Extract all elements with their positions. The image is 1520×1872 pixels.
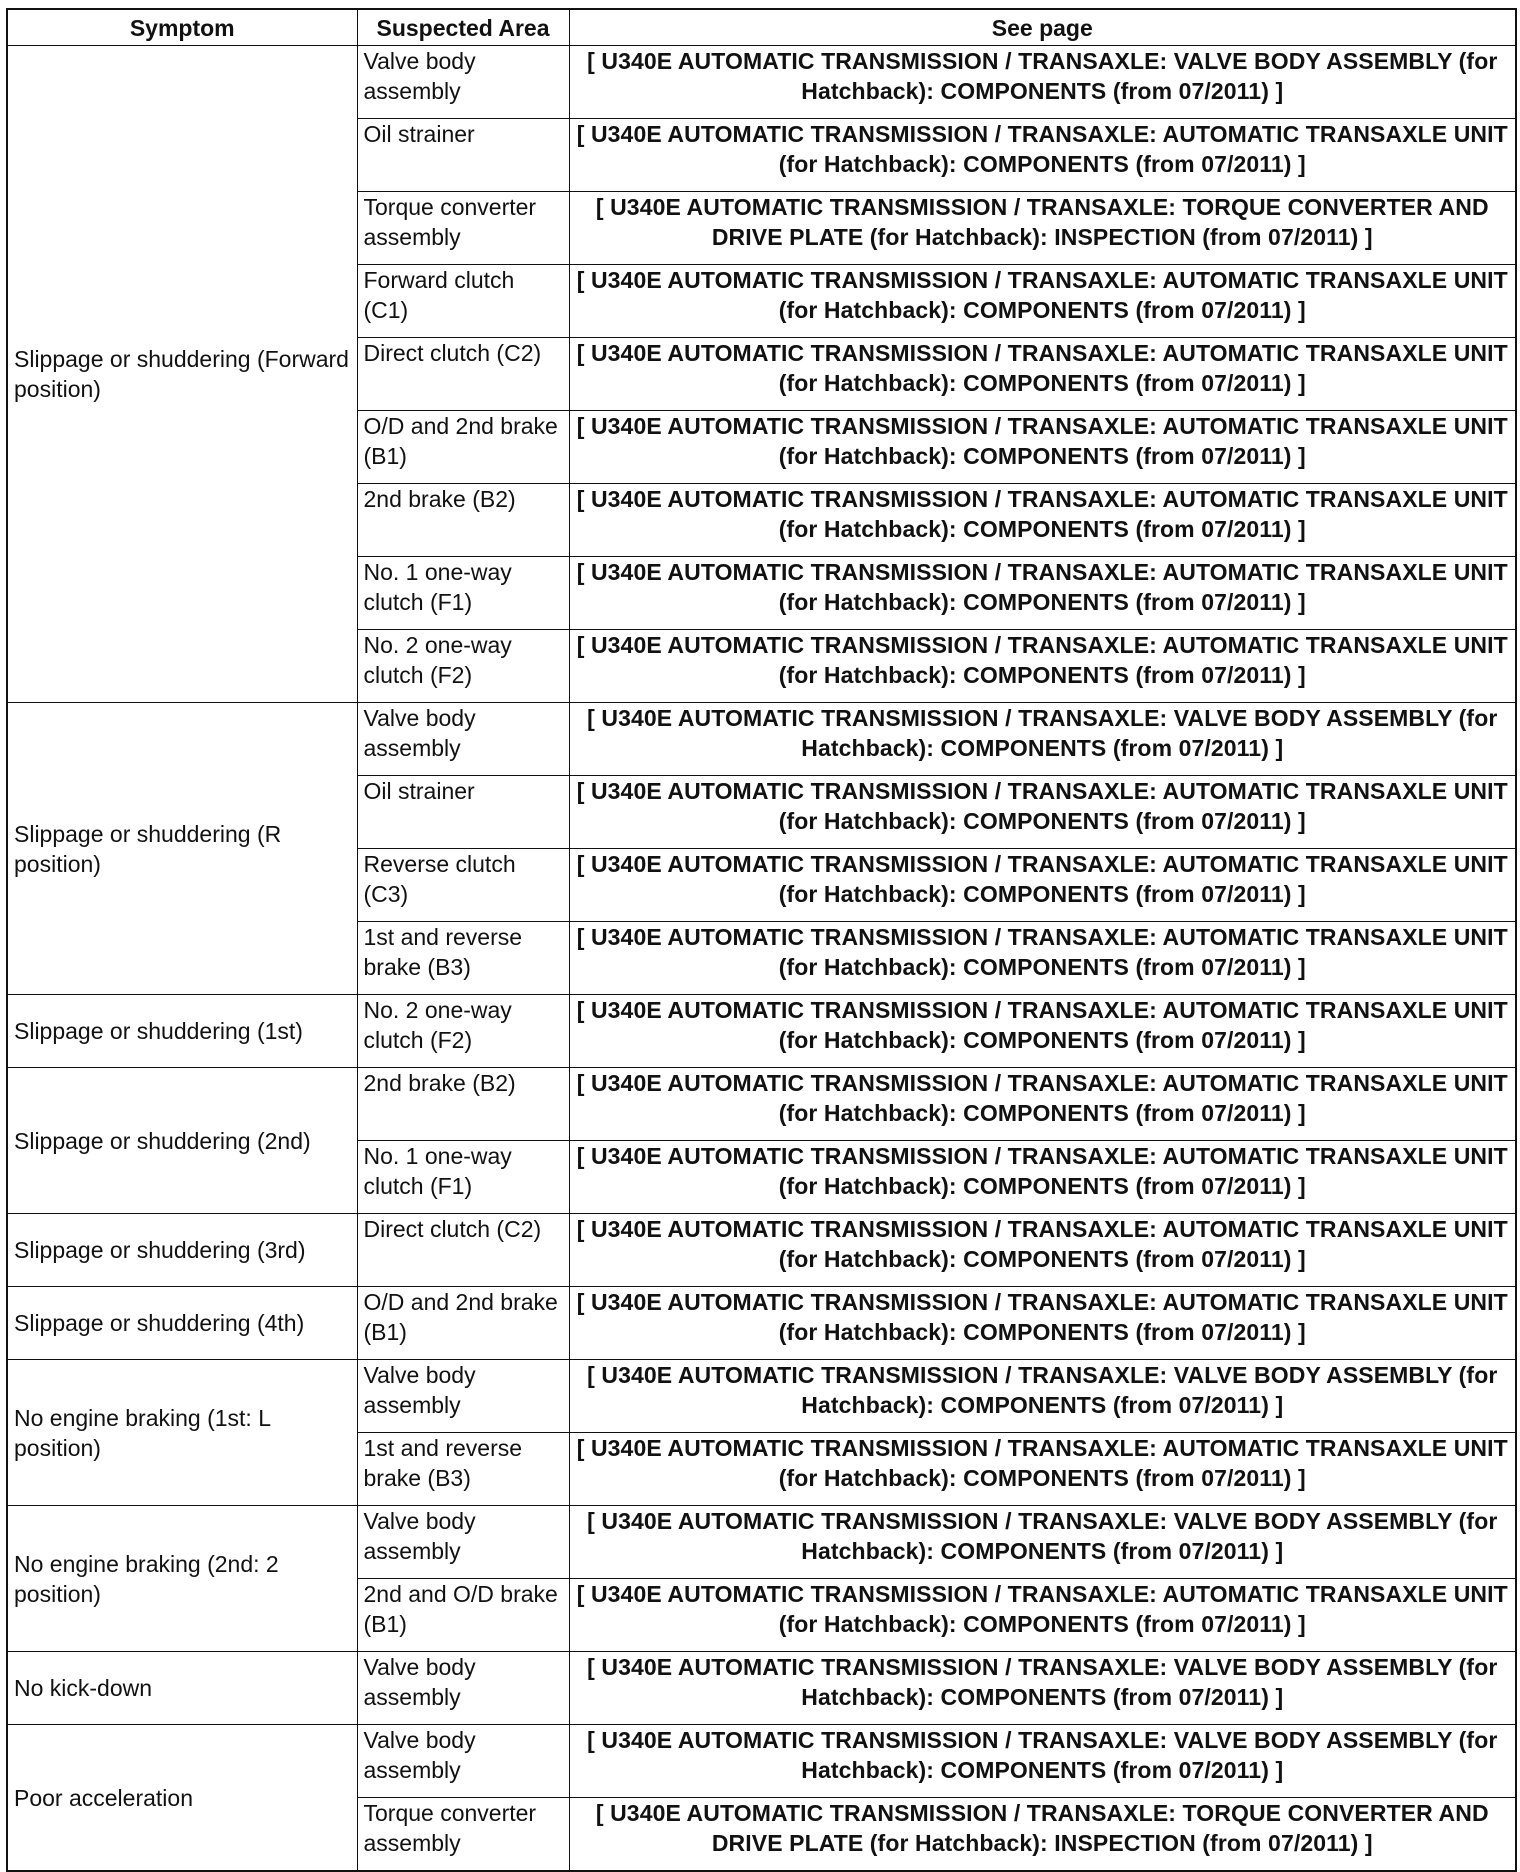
suspected-area-cell: 2nd and O/D brake (B1) — [357, 1579, 569, 1652]
see-page-link[interactable]: [ U340E AUTOMATIC TRANSMISSION / TRANSAXLE: AUTOMATIC TRANSAXLE UNIT (for Hatchback): COMPONENTS (from 07/2011) ] — [569, 557, 1516, 630]
see-page-link[interactable]: [ U340E AUTOMATIC TRANSMISSION / TRANSAXLE: AUTOMATIC TRANSAXLE UNIT (for Hatchback): COMPONENTS (from 07/2011) ] — [569, 1141, 1516, 1214]
see-page-link[interactable]: [ U340E AUTOMATIC TRANSMISSION / TRANSAXLE: AUTOMATIC TRANSAXLE UNIT (for Hatchback): COMPONENTS (from 07/2011) ] — [569, 1214, 1516, 1287]
symptom-cell: Poor acceleration — [7, 1725, 357, 1872]
suspected-area-cell: Oil strainer — [357, 119, 569, 192]
symptom-table — [6, 8, 1517, 1872]
table-row — [7, 995, 1516, 1068]
suspected-area-cell: Valve body assembly — [357, 1360, 569, 1433]
suspected-area-cell: Torque converter assembly — [357, 192, 569, 265]
see-page-link[interactable]: [ U340E AUTOMATIC TRANSMISSION / TRANSAXLE: AUTOMATIC TRANSAXLE UNIT (for Hatchback): COMPONENTS (from 07/2011) ] — [569, 1287, 1516, 1360]
suspected-area-cell: Valve body assembly — [357, 1652, 569, 1725]
table-body — [7, 46, 1516, 1872]
symptom-cell: Slippage or shuddering (R position) — [7, 703, 357, 995]
symptom-cell: No engine braking (2nd: 2 position) — [7, 1506, 357, 1652]
see-page-link[interactable]: [ U340E AUTOMATIC TRANSMISSION / TRANSAXLE: AUTOMATIC TRANSAXLE UNIT (for Hatchback): COMPONENTS (from 07/2011) ] — [569, 995, 1516, 1068]
suspected-area-cell: Oil strainer — [357, 776, 569, 849]
suspected-area-cell: Forward clutch (C1) — [357, 265, 569, 338]
see-page-link[interactable]: [ U340E AUTOMATIC TRANSMISSION / TRANSAXLE: AUTOMATIC TRANSAXLE UNIT (for Hatchback): COMPONENTS (from 07/2011) ] — [569, 776, 1516, 849]
see-page-link[interactable]: [ U340E AUTOMATIC TRANSMISSION / TRANSAXLE: AUTOMATIC TRANSAXLE UNIT (for Hatchback): COMPONENTS (from 07/2011) ] — [569, 338, 1516, 411]
document-page — [6, 8, 1515, 1872]
suspected-area-cell: 2nd brake (B2) — [357, 1068, 569, 1141]
table-row — [7, 1214, 1516, 1287]
suspected-area-cell: Direct clutch (C2) — [357, 338, 569, 411]
suspected-area-cell: 1st and reverse brake (B3) — [357, 922, 569, 995]
symptom-cell: Slippage or shuddering (Forward position) — [7, 46, 357, 703]
header-row — [7, 9, 1516, 46]
table-row — [7, 1506, 1516, 1579]
header-suspected-area: Suspected Area — [357, 9, 569, 46]
symptom-cell: Slippage or shuddering (3rd) — [7, 1214, 357, 1287]
symptom-cell: Slippage or shuddering (1st) — [7, 995, 357, 1068]
suspected-area-cell: O/D and 2nd brake (B1) — [357, 1287, 569, 1360]
table-row — [7, 46, 1516, 119]
suspected-area-cell: Valve body assembly — [357, 1725, 569, 1798]
suspected-area-cell: Valve body assembly — [357, 703, 569, 776]
see-page-link[interactable]: [ U340E AUTOMATIC TRANSMISSION / TRANSAXLE: AUTOMATIC TRANSAXLE UNIT (for Hatchback): COMPONENTS (from 07/2011) ] — [569, 849, 1516, 922]
see-page-link[interactable]: [ U340E AUTOMATIC TRANSMISSION / TRANSAXLE: VALVE BODY ASSEMBLY (for Hatchback): COMPONENTS (from 07/2011) ] — [569, 46, 1516, 119]
see-page-link[interactable]: [ U340E AUTOMATIC TRANSMISSION / TRANSAXLE: VALVE BODY ASSEMBLY (for Hatchback): COMPONENTS (from 07/2011) ] — [569, 1360, 1516, 1433]
suspected-area-cell: 2nd brake (B2) — [357, 484, 569, 557]
see-page-link[interactable]: [ U340E AUTOMATIC TRANSMISSION / TRANSAXLE: AUTOMATIC TRANSAXLE UNIT (for Hatchback): COMPONENTS (from 07/2011) ] — [569, 119, 1516, 192]
see-page-link[interactable]: [ U340E AUTOMATIC TRANSMISSION / TRANSAXLE: AUTOMATIC TRANSAXLE UNIT (for Hatchback): COMPONENTS (from 07/2011) ] — [569, 1068, 1516, 1141]
symptom-cell: No kick-down — [7, 1652, 357, 1725]
header-symptom: Symptom — [7, 9, 357, 46]
suspected-area-cell: No. 1 one-way clutch (F1) — [357, 1141, 569, 1214]
suspected-area-cell: Valve body assembly — [357, 1506, 569, 1579]
suspected-area-cell: No. 1 one-way clutch (F1) — [357, 557, 569, 630]
suspected-area-cell: Torque converter assembly — [357, 1798, 569, 1872]
suspected-area-cell: Valve body assembly — [357, 46, 569, 119]
table-row — [7, 1652, 1516, 1725]
see-page-link[interactable]: [ U340E AUTOMATIC TRANSMISSION / TRANSAXLE: AUTOMATIC TRANSAXLE UNIT (for Hatchback): COMPONENTS (from 07/2011) ] — [569, 630, 1516, 703]
table-row — [7, 703, 1516, 776]
see-page-link[interactable]: [ U340E AUTOMATIC TRANSMISSION / TRANSAXLE: VALVE BODY ASSEMBLY (for Hatchback): COMPONENTS (from 07/2011) ] — [569, 703, 1516, 776]
see-page-link[interactable]: [ U340E AUTOMATIC TRANSMISSION / TRANSAXLE: AUTOMATIC TRANSAXLE UNIT (for Hatchback): COMPONENTS (from 07/2011) ] — [569, 1579, 1516, 1652]
see-page-link[interactable]: [ U340E AUTOMATIC TRANSMISSION / TRANSAXLE: AUTOMATIC TRANSAXLE UNIT (for Hatchback): COMPONENTS (from 07/2011) ] — [569, 411, 1516, 484]
suspected-area-cell: Direct clutch (C2) — [357, 1214, 569, 1287]
see-page-link[interactable]: [ U340E AUTOMATIC TRANSMISSION / TRANSAXLE: AUTOMATIC TRANSAXLE UNIT (for Hatchback): COMPONENTS (from 07/2011) ] — [569, 922, 1516, 995]
see-page-link[interactable]: [ U340E AUTOMATIC TRANSMISSION / TRANSAXLE: VALVE BODY ASSEMBLY (for Hatchback): COMPONENTS (from 07/2011) ] — [569, 1652, 1516, 1725]
see-page-link[interactable]: [ U340E AUTOMATIC TRANSMISSION / TRANSAXLE: VALVE BODY ASSEMBLY (for Hatchback): COMPONENTS (from 07/2011) ] — [569, 1506, 1516, 1579]
symptom-cell: Slippage or shuddering (4th) — [7, 1287, 357, 1360]
table-row — [7, 1068, 1516, 1141]
header-see-page: See page — [569, 9, 1516, 46]
suspected-area-cell: No. 2 one-way clutch (F2) — [357, 995, 569, 1068]
suspected-area-cell: Reverse clutch (C3) — [357, 849, 569, 922]
see-page-link[interactable]: [ U340E AUTOMATIC TRANSMISSION / TRANSAXLE: AUTOMATIC TRANSAXLE UNIT (for Hatchback): COMPONENTS (from 07/2011) ] — [569, 265, 1516, 338]
symptom-cell: Slippage or shuddering (2nd) — [7, 1068, 357, 1214]
table-row — [7, 1360, 1516, 1433]
table-row — [7, 1287, 1516, 1360]
see-page-link[interactable]: [ U340E AUTOMATIC TRANSMISSION / TRANSAXLE: AUTOMATIC TRANSAXLE UNIT (for Hatchback): COMPONENTS (from 07/2011) ] — [569, 1433, 1516, 1506]
see-page-link[interactable]: [ U340E AUTOMATIC TRANSMISSION / TRANSAXLE: TORQUE CONVERTER AND DRIVE PLATE (for Hatchback): INSPECTION (from 07/2011) ] — [569, 1798, 1516, 1872]
table-row — [7, 1725, 1516, 1798]
suspected-area-cell: 1st and reverse brake (B3) — [357, 1433, 569, 1506]
symptom-cell: No engine braking (1st: L position) — [7, 1360, 357, 1506]
see-page-link[interactable]: [ U340E AUTOMATIC TRANSMISSION / TRANSAXLE: AUTOMATIC TRANSAXLE UNIT (for Hatchback): COMPONENTS (from 07/2011) ] — [569, 484, 1516, 557]
suspected-area-cell: No. 2 one-way clutch (F2) — [357, 630, 569, 703]
see-page-link[interactable]: [ U340E AUTOMATIC TRANSMISSION / TRANSAXLE: VALVE BODY ASSEMBLY (for Hatchback): COMPONENTS (from 07/2011) ] — [569, 1725, 1516, 1798]
see-page-link[interactable]: [ U340E AUTOMATIC TRANSMISSION / TRANSAXLE: TORQUE CONVERTER AND DRIVE PLATE (for Hatchback): INSPECTION (from 07/2011) ] — [569, 192, 1516, 265]
suspected-area-cell: O/D and 2nd brake (B1) — [357, 411, 569, 484]
